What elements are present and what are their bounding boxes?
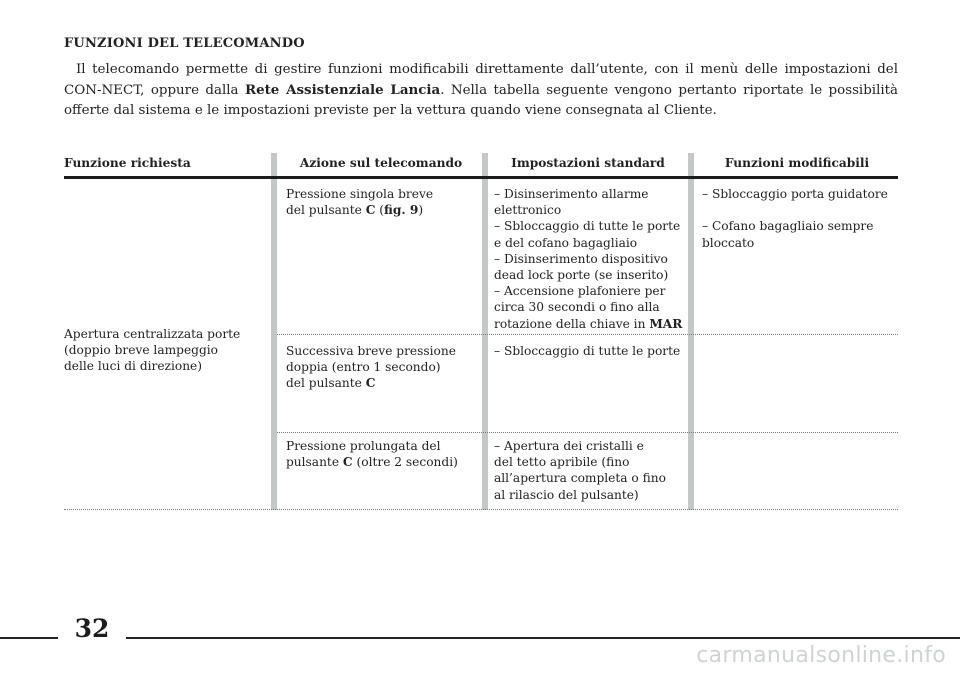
intro-paragraph (64, 60, 898, 121)
column-divider (482, 153, 488, 510)
header-standard-settings: Impostazioni standard (511, 156, 665, 170)
intro-text-2: . Nella tabella seguente vengono pertanto riportate le possibilità offerte dal sistema e le impostazioni previste per la vettura quando viene consegnata al Cliente. (64, 83, 899, 118)
row-divider (277, 432, 898, 433)
watermark: carmanualsonline.info (696, 643, 946, 668)
header-rule (64, 176, 898, 179)
table-row-2-standard: – Sbloccaggio di tutte le porte (494, 344, 681, 358)
table-row-3-standard: – Apertura dei cristalli e del tetto apribile (fino all’apertura completa o fino al rilascio del pulsante) (494, 439, 666, 502)
footer-rule-left (0, 637, 58, 639)
table-bottom-rule (64, 509, 898, 510)
column-divider (271, 153, 277, 510)
header-modifiable-functions: Funzioni modificabili (724, 156, 870, 170)
header-remote-action: Azione sul telecomando (299, 156, 463, 170)
intro-text-1: Il telecomando permette di gestire funzioni modificabili direttamente dall’utente, con il menù delle impostazioni del CON-NECT, oppure dalla (64, 62, 898, 98)
table-row-3-action: Pressione prolungata del pulsante C (oltre 2 secondi) (286, 439, 458, 470)
table-row-1-action: Pressione singola breve del pulsante C (fig. 9) (286, 187, 434, 218)
table-row-1-modifiable: – Sbloccaggio porta guidatore – Cofano bagagliaio sempre bloccato (702, 187, 888, 250)
function-label: Apertura centralizzata porte (doppio breve lampeggio delle luci di direzione) (64, 327, 241, 374)
page-number: 32 (74, 614, 110, 643)
intro-bold-service-network: Rete Assistenziale Lancia (244, 82, 441, 98)
table-row-1-standard: – Disinserimento allarme elettronico – Sbloccaggio di tutte le porte e del cofano bagagliaio – Disinserimento dispositivo dead lock porte (se inserito) – Accensione plafoniere per circa 30 secondi o fino alla rotazione della chiave in MAR (494, 187, 683, 331)
table-row-2-action: Successiva breve pressione doppia (entro 1 secondo) del pulsante C (286, 344, 456, 391)
row-divider (277, 334, 898, 335)
footer-rule-right (126, 637, 960, 639)
header-function-requested: Funzione richiesta (64, 156, 191, 170)
section-title: FUNZIONI DEL TELECOMANDO (64, 36, 305, 51)
column-divider (688, 153, 694, 510)
